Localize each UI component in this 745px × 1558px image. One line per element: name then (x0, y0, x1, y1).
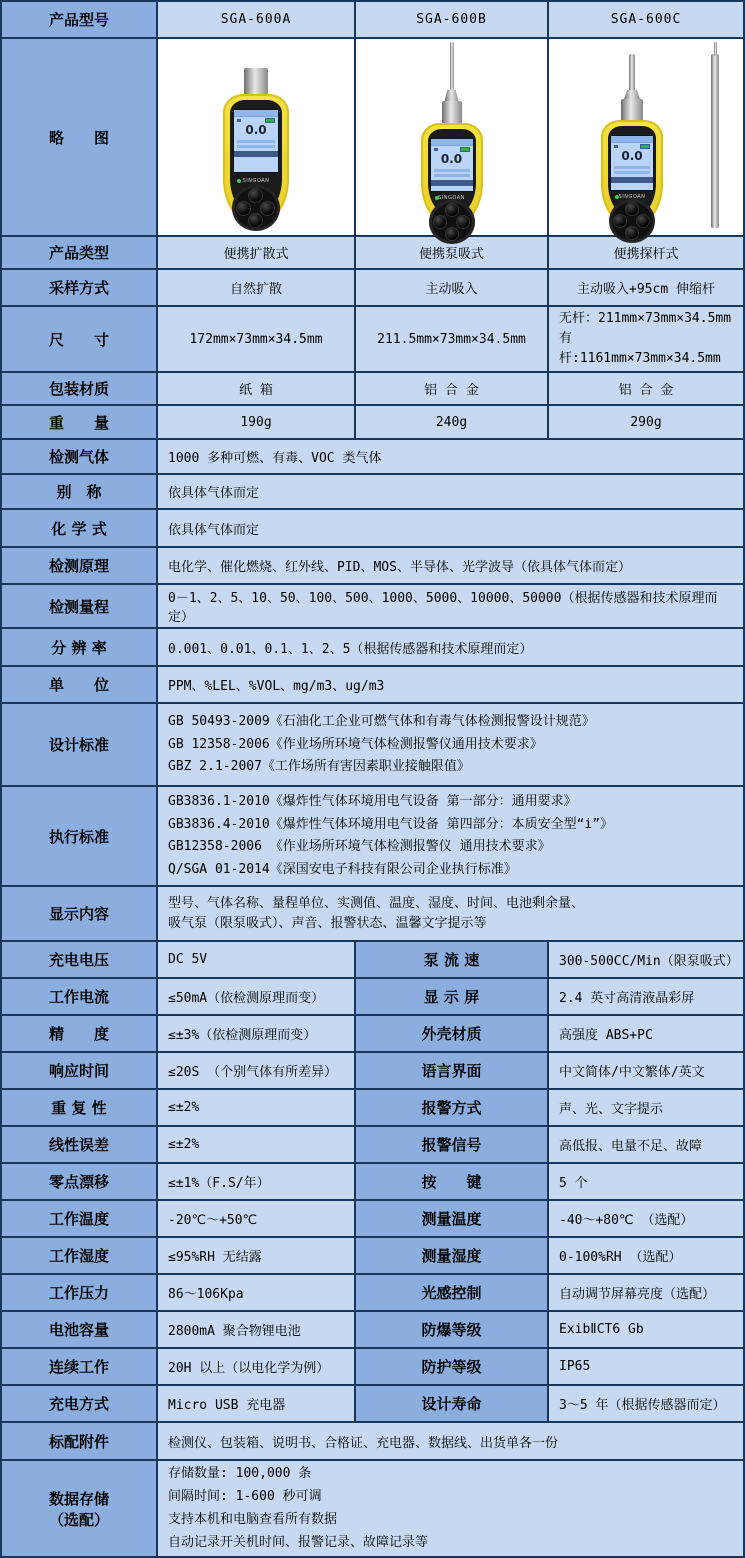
label-working-pressure: 工作压力 (1, 1274, 157, 1311)
charge-method-value: Micro USB 充电器 (157, 1385, 355, 1422)
enter-button-icon (248, 213, 263, 228)
row-alias (1, 474, 744, 509)
row-accessories (1, 1422, 744, 1460)
label-unit: 单 位 (1, 666, 157, 703)
accuracy-value: ≤±3%（依检测原理而变） (157, 1015, 355, 1052)
brand-row (428, 195, 476, 201)
telescopic-pole-tip (714, 42, 717, 56)
label-light-control: 光感控制 (355, 1274, 548, 1311)
data-storage-line2: 间隔时间: 1-600 秒可调 (168, 1489, 322, 1505)
screen-info-rows (431, 166, 473, 180)
data-storage-line4: 自动记录开关机时间、报警记录、故障记录等 (168, 1534, 429, 1550)
row-product-type (1, 236, 744, 269)
working-temp-value: -20℃～+50℃ (157, 1200, 355, 1237)
gas-value: 1000 多种可燃、有毒、VOC 类气体 (157, 439, 744, 474)
sketch-cell-c (548, 38, 744, 236)
continuous-work-value: 20H 以上（以电化学为例） (157, 1348, 355, 1385)
label-shell-material: 外壳材质 (355, 1015, 548, 1052)
row-working-temp (1, 1200, 744, 1237)
label-packaging: 包装材质 (1, 372, 157, 405)
row-sketch (1, 38, 744, 236)
menu-button-icon (248, 188, 263, 203)
range-value: 0－1、2、5、10、50、100、500、1000、5000、10000、50000（根据传感器和技术原理而定） (157, 584, 744, 628)
row-zero-drift (1, 1163, 744, 1200)
resolution-value: 0.001、0.01、0.1、1、2、5（根据传感器和技术原理而定） (157, 628, 744, 666)
label-range: 检测量程 (1, 584, 157, 628)
shell-material-value: 高强度 ABS+PC (548, 1015, 744, 1052)
screen-info-rows (611, 163, 653, 177)
brand-row (230, 178, 282, 184)
label-explosion-rating: 防爆等级 (355, 1311, 548, 1348)
working-current-value: ≤50mA（依检测原理而变） (157, 978, 355, 1015)
accessories-value: 检测仪、包装箱、说明书、合格证、充电器、数据线、出货单各一份 (157, 1422, 744, 1460)
dimensions-c-line1: 无杆：211mm×73mm×34.5mm (559, 311, 732, 326)
dimensions-b: 211.5mm×73mm×34.5mm (355, 306, 548, 372)
row-product-model (1, 1, 744, 38)
battery-icon (460, 147, 470, 152)
display-content-line2: 吸气泵（限泵吸式）、声音、报警状态、温馨文字提示等 (168, 915, 487, 931)
label-charge-method: 充电方式 (1, 1385, 157, 1422)
dimensions-c (548, 306, 744, 372)
enter-button-icon (445, 227, 459, 241)
speaker-icon (614, 145, 618, 148)
device-body (601, 120, 663, 228)
row-working-humidity (1, 1237, 744, 1274)
row-display-content (1, 886, 744, 941)
row-packaging (1, 372, 744, 405)
screen-datetime-bar (431, 180, 473, 186)
status-led (237, 179, 241, 183)
left-button-icon (613, 214, 627, 228)
buttons-value: 5 个 (548, 1163, 744, 1200)
device-image-sga600a (158, 40, 354, 234)
design-standard-line1: GB 50493-2009《石油化工企业可燃气体和有毒气体检测报警设计规范》 (168, 713, 595, 729)
protection-rating-value: IP65 (548, 1348, 744, 1385)
label-accuracy: 精 度 (1, 1015, 157, 1052)
row-principle (1, 547, 744, 584)
label-dimensions: 尺 寸 (1, 306, 157, 372)
row-working-current (1, 978, 744, 1015)
display-content-value (157, 886, 744, 941)
label-zero-drift: 零点漂移 (1, 1163, 157, 1200)
label-design-standard: 设计标准 (1, 703, 157, 786)
product-type-c: 便携探杆式 (548, 236, 744, 269)
dimensions-c-line2: 有杆:1161mm×73mm×34.5mm (559, 331, 721, 367)
exec-standard-value (157, 786, 744, 886)
right-button-icon (260, 201, 275, 216)
packaging-b: 铝 合 金 (355, 372, 548, 405)
row-formula (1, 509, 744, 547)
sensor-cylinder (621, 99, 643, 121)
device-body (421, 123, 483, 227)
design-life-value: 3～5 年（根据传感器而定） (548, 1385, 744, 1422)
label-protection-rating: 防护等级 (355, 1348, 548, 1385)
screen-info-rows (234, 137, 278, 151)
data-storage-line3: 支持本机和电脑查看所有数据 (168, 1511, 338, 1527)
packaging-c: 铝 合 金 (548, 372, 744, 405)
device-panel (428, 129, 476, 217)
sampling-b: 主动吸入 (355, 269, 548, 306)
battery-icon (640, 144, 650, 149)
screen-datetime-bar (234, 151, 278, 157)
measure-humidity-value: 0-100%RH （选配） (548, 1237, 744, 1274)
probe-rod (450, 42, 454, 90)
enter-button-icon (625, 226, 639, 240)
charge-voltage-value: DC 5V (157, 941, 355, 978)
design-standard-value (157, 703, 744, 786)
zero-drift-value: ≤±1%（F.S/年） (157, 1163, 355, 1200)
row-weight (1, 405, 744, 439)
screen-titlebar (431, 139, 473, 146)
speaker-icon (434, 148, 438, 151)
row-sampling (1, 269, 744, 306)
probe-cone (624, 90, 640, 99)
telescopic-pole (711, 54, 719, 228)
model-c: SGA-600C (548, 1, 744, 38)
label-buttons: 按 键 (355, 1163, 548, 1200)
label-display-content: 显示内容 (1, 886, 157, 941)
label-alias: 别 称 (1, 474, 157, 509)
response-time-value: ≤20S （个别气体有所差异） (157, 1052, 355, 1089)
language-value: 中文简体/中文繁体/英文 (548, 1052, 744, 1089)
alias-value: 依具体气体而定 (157, 474, 744, 509)
device-screen (233, 109, 279, 173)
dimensions-a: 172mm×73mm×34.5mm (157, 306, 355, 372)
device-panel (230, 100, 282, 216)
sampling-c: 主动吸入+95cm 伸缩杆 (548, 269, 744, 306)
screen-reading: 0.0 (621, 149, 643, 163)
alarm-mode-value: 声、光、文字提示 (548, 1089, 744, 1126)
device-image-sga600c (549, 40, 743, 234)
brand-label: SINGOAN (438, 195, 465, 201)
product-type-b: 便携泵吸式 (355, 236, 548, 269)
packaging-a: 纸 箱 (157, 372, 355, 405)
keypad (432, 203, 472, 241)
row-working-pressure (1, 1274, 744, 1311)
label-gas: 检测气体 (1, 439, 157, 474)
data-storage-line1: 存储数量: 100,000 条 (168, 1466, 312, 1482)
working-humidity-value: ≤95%RH 无结露 (157, 1237, 355, 1274)
light-control-value: 自动调节屏幕亮度（选配） (548, 1274, 744, 1311)
label-product-model: 产品型号 (1, 1, 157, 38)
model-a: SGA-600A (157, 1, 355, 38)
label-measure-humidity: 测量湿度 (355, 1237, 548, 1274)
label-design-life: 设计寿命 (355, 1385, 548, 1422)
unit-value: PPM、%LEL、%VOL、mg/m3、ug/m3 (157, 666, 744, 703)
label-sampling: 采样方式 (1, 269, 157, 306)
device-screen (610, 135, 654, 191)
device-body (223, 94, 289, 226)
row-accuracy (1, 1015, 744, 1052)
model-b: SGA-600B (355, 1, 548, 38)
measure-temp-value: -40～+80℃ （选配） (548, 1200, 744, 1237)
label-weight: 重 量 (1, 405, 157, 439)
label-working-humidity: 工作湿度 (1, 1237, 157, 1274)
product-type-a: 便携扩散式 (157, 236, 355, 269)
data-storage-value (157, 1460, 744, 1557)
screen-reading: 0.0 (440, 152, 463, 166)
principle-value: 电化学、催化燃烧、红外线、PID、MOS、半导体、光学波导（依具体气体而定） (157, 547, 744, 584)
design-standard-line3: GBZ 2.1-2007《工作场所有害因素职业接触限值》 (168, 759, 470, 775)
row-charge-voltage (1, 941, 744, 978)
linearity-error-value: ≤±2% (157, 1126, 355, 1163)
keypad (235, 188, 277, 228)
formula-value: 依具体气体而定 (157, 509, 744, 547)
sketch-cell-b (355, 38, 548, 236)
row-range (1, 584, 744, 628)
display-screen-value: 2.4 英寸高清液晶彩屏 (548, 978, 744, 1015)
row-gas (1, 439, 744, 474)
row-dimensions (1, 306, 744, 372)
row-unit (1, 666, 744, 703)
right-button-icon (636, 214, 650, 228)
device-image-sga600b (356, 40, 547, 234)
row-charge-method (1, 1385, 744, 1422)
label-working-temp: 工作温度 (1, 1200, 157, 1237)
label-alarm-signal: 报警信号 (355, 1126, 548, 1163)
label-charge-voltage: 充电电压 (1, 941, 157, 978)
design-standard-line2: GB 12358-2006《作业场所环境气体检测报警仪通用技术要求》 (168, 736, 543, 752)
label-alarm-mode: 报警方式 (355, 1089, 548, 1126)
exec-standard-line1: GB3836.1-2010《爆炸性气体环境用电气设备 第一部分：通用要求》 (168, 793, 577, 809)
label-resolution: 分 辨 率 (1, 628, 157, 666)
brand-label: SINGOAN (242, 178, 270, 184)
left-button-icon (236, 201, 251, 216)
weight-c: 290g (548, 405, 744, 439)
label-battery-capacity: 电池容量 (1, 1311, 157, 1348)
screen-datetime-bar (611, 177, 653, 183)
probe-rod (629, 54, 635, 92)
label-product-type: 产品类型 (1, 236, 157, 269)
label-formula: 化 学 式 (1, 509, 157, 547)
keypad (612, 202, 652, 240)
menu-button-icon (445, 203, 459, 217)
exec-standard-line3: GB12358-2006 《作业场所环境气体检测报警仪 通用技术要求》 (168, 839, 551, 855)
working-pressure-value: 86～106Kpa (157, 1274, 355, 1311)
sampling-a: 自然扩散 (157, 269, 355, 306)
weight-a: 190g (157, 405, 355, 439)
row-design-standard (1, 703, 744, 786)
screen-titlebar (234, 110, 278, 117)
label-repeatability: 重 复 性 (1, 1089, 157, 1126)
row-resolution (1, 628, 744, 666)
weight-b: 240g (355, 405, 548, 439)
sensor-cylinder (244, 68, 268, 96)
device-screen (430, 138, 474, 192)
display-content-line1: 型号、气体名称、量程单位、实测值、温度、湿度、时间、电池剩余量、 (168, 895, 585, 911)
device-panel (608, 126, 656, 218)
speaker-icon (237, 119, 241, 122)
exec-standard-line2: GB3836.4-2010《爆炸性气体环境用电气设备 第四部分：本质安全型“i”》 (168, 816, 614, 832)
label-exec-standard: 执行标准 (1, 786, 157, 886)
menu-button-icon (625, 202, 639, 216)
status-led (615, 195, 619, 199)
status-led (435, 196, 439, 200)
battery-capacity-value: 2800mA 聚合物锂电池 (157, 1311, 355, 1348)
label-accessories: 标配附件 (1, 1422, 157, 1460)
label-pump-flow: 泵 流 速 (355, 941, 548, 978)
row-battery-capacity (1, 1311, 744, 1348)
screen-titlebar (611, 136, 653, 143)
data-storage-label-line2: （选配） (48, 1510, 109, 1529)
exec-standard-line4: Q/SGA 01-2014《深国安电子科技有限公司企业执行标准》 (168, 862, 517, 878)
label-display-screen: 显 示 屏 (355, 978, 548, 1015)
label-continuous-work: 连续工作 (1, 1348, 157, 1385)
row-data-storage (1, 1460, 744, 1557)
pump-flow-value: 300-500CC/Min（限泵吸式） (548, 941, 744, 978)
right-button-icon (456, 215, 470, 229)
row-repeatability (1, 1089, 744, 1126)
row-continuous-work (1, 1348, 744, 1385)
data-storage-label-line1: 数据存储 (48, 1489, 109, 1508)
row-linearity-error (1, 1126, 744, 1163)
row-exec-standard (1, 786, 744, 886)
battery-icon (265, 118, 275, 123)
label-language: 语言界面 (355, 1052, 548, 1089)
label-data-storage (1, 1460, 157, 1557)
left-button-icon (433, 215, 447, 229)
alarm-signal-value: 高低报、电量不足、故障 (548, 1126, 744, 1163)
label-sketch: 略 图 (1, 38, 157, 236)
explosion-rating-value: ExibⅡCT6 Gb (548, 1311, 744, 1348)
probe-cone (445, 90, 459, 101)
row-response-time (1, 1052, 744, 1089)
label-response-time: 响应时间 (1, 1052, 157, 1089)
label-working-current: 工作电流 (1, 978, 157, 1015)
brand-label: SINGOAN (618, 194, 646, 200)
sensor-cylinder (442, 101, 462, 124)
repeatability-value: ≤±2% (157, 1089, 355, 1126)
screen-reading: 0.0 (245, 123, 267, 137)
label-linearity-error: 线性误差 (1, 1126, 157, 1163)
label-measure-temp: 测量温度 (355, 1200, 548, 1237)
brand-row (608, 194, 656, 200)
sketch-cell-a (157, 38, 355, 236)
label-principle: 检测原理 (1, 547, 157, 584)
